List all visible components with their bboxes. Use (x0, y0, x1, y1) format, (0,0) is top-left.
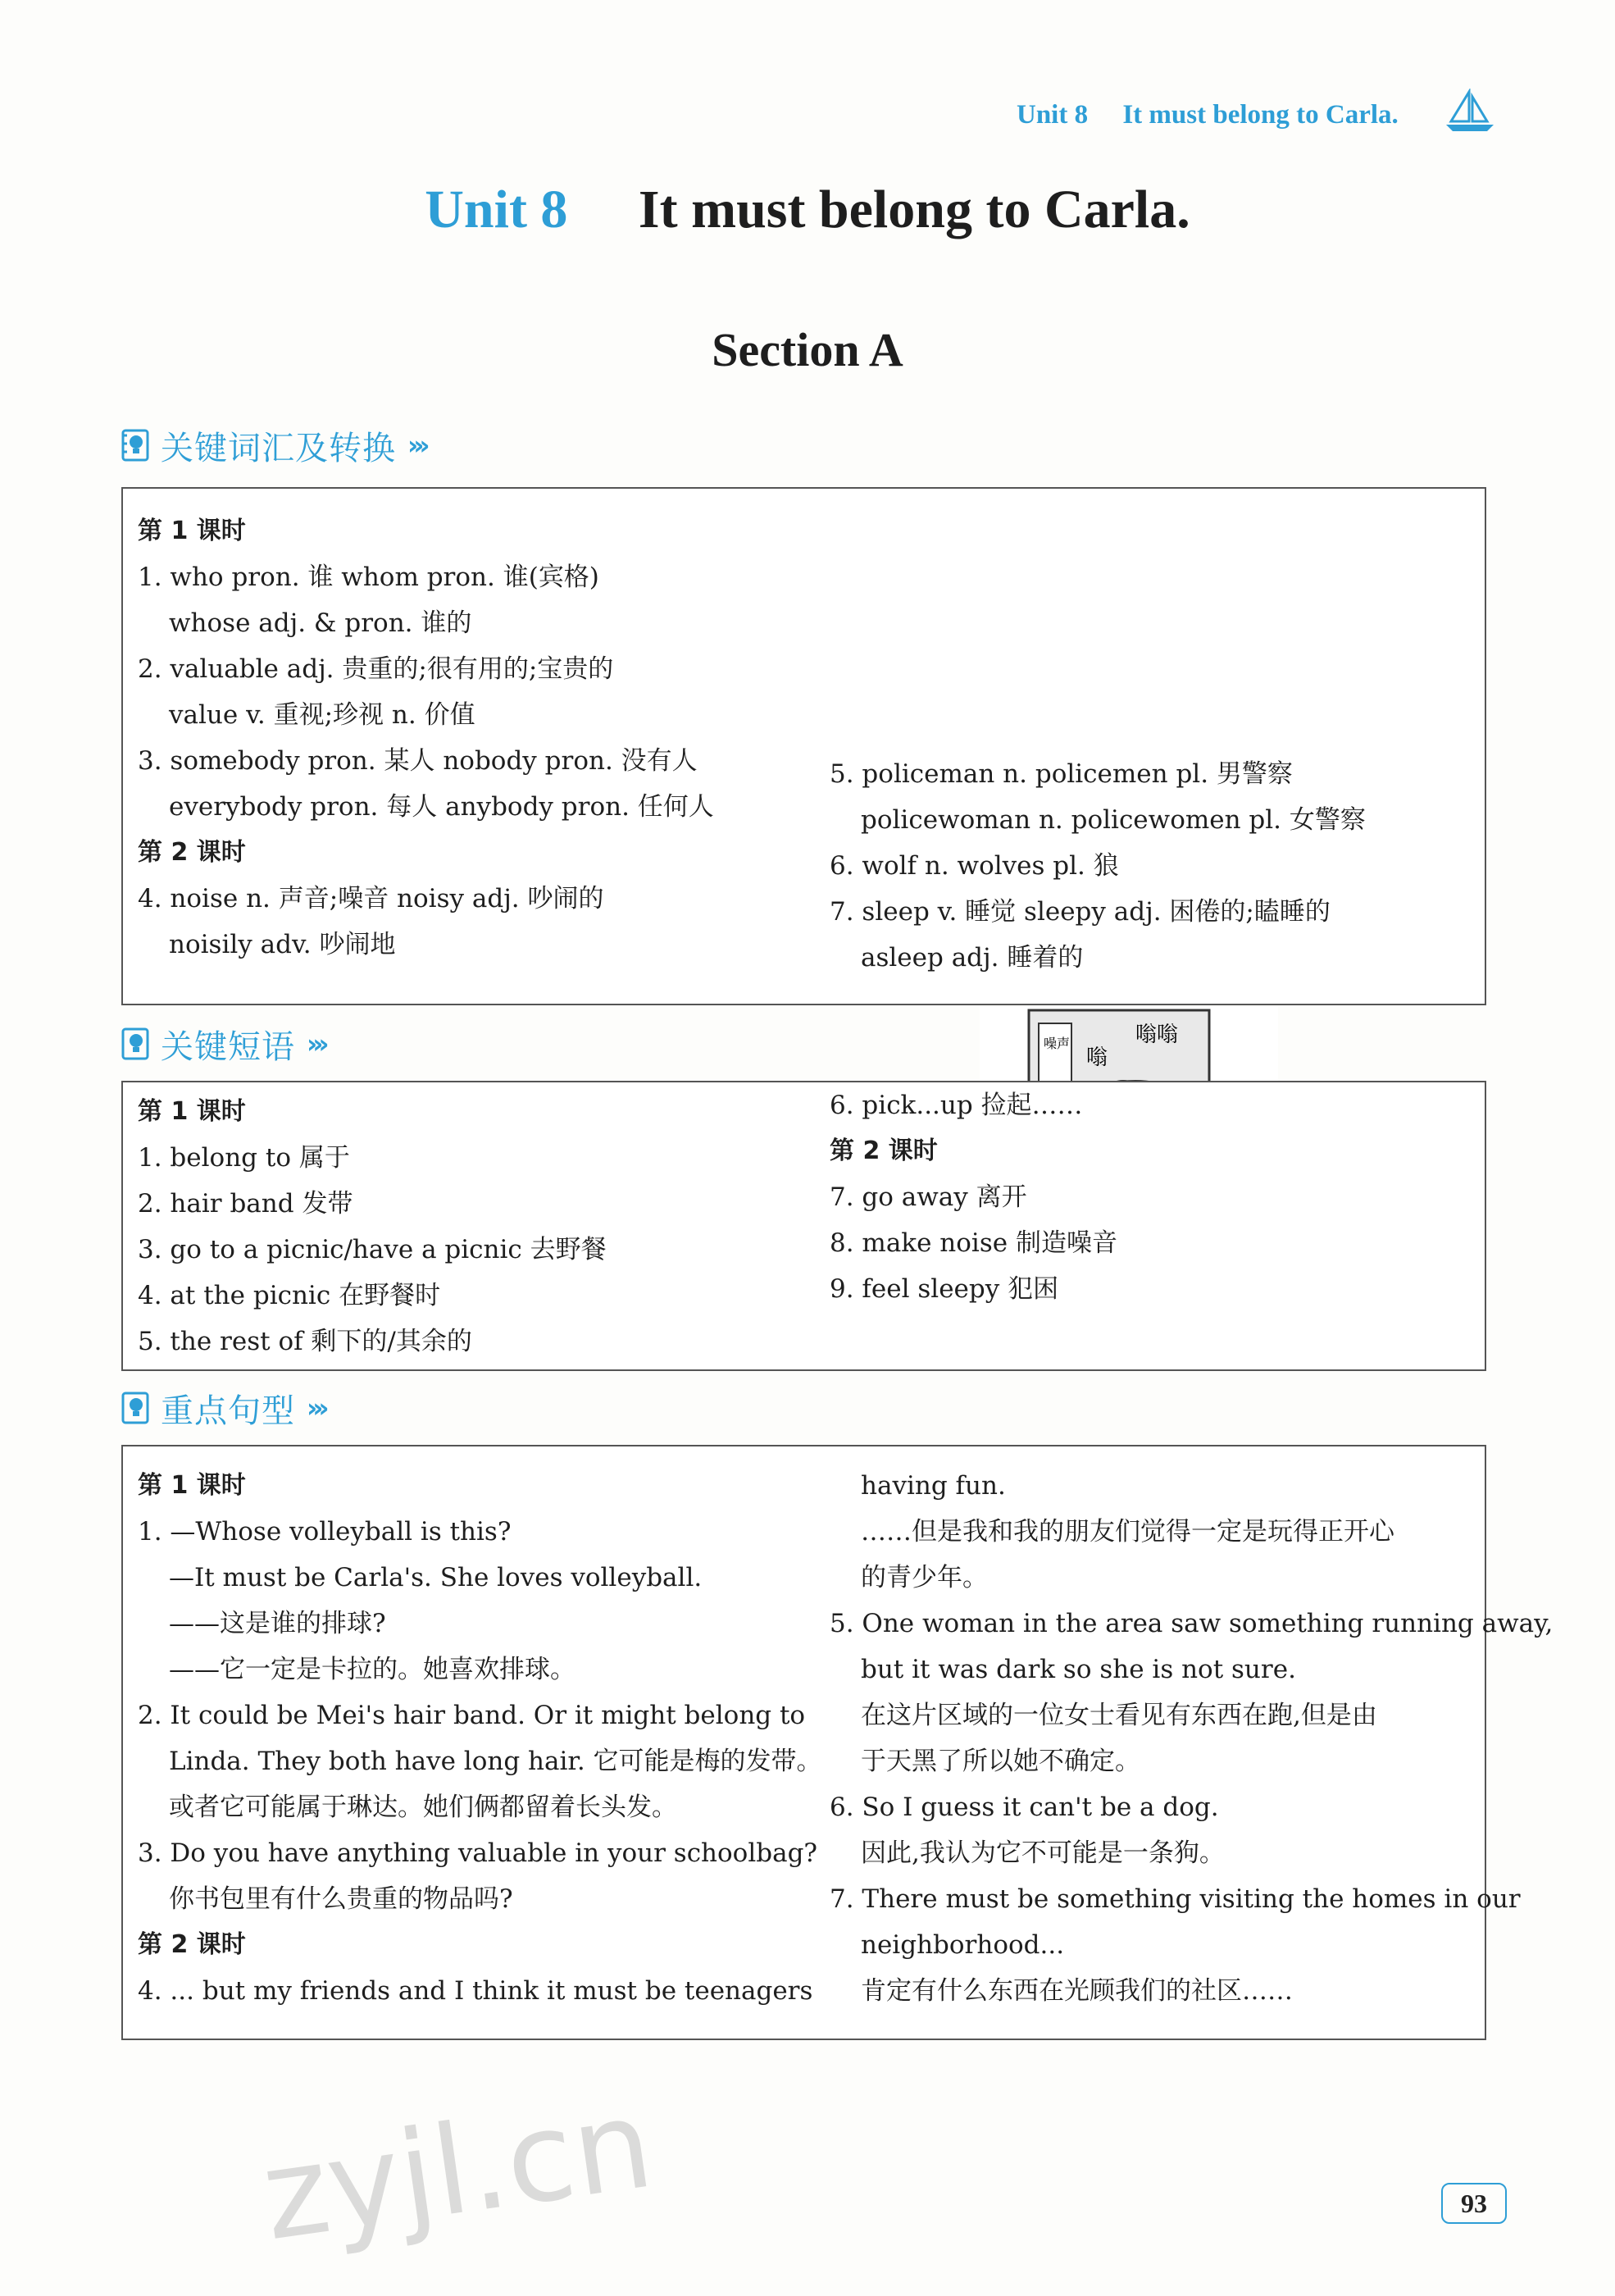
notebook-bulb-icon (121, 1390, 152, 1426)
vocab-heading-label: 关键词汇及转换 (161, 429, 396, 467)
phrases-heading (121, 1023, 325, 1064)
sound-text-1: 嗡嗡 (1135, 1023, 1179, 1047)
sentences-heading (121, 1387, 325, 1428)
phrase-item: 4. at the picnic 在野餐时 (138, 1281, 441, 1310)
vocab-item: noisily adv. 吵闹地 (169, 930, 396, 959)
vocab-item: everybody pron. 每人 anybody pron. 任何人 (169, 792, 714, 822)
chevrons-icon: ››› (307, 1392, 325, 1424)
notebook-bulb-icon (121, 1026, 152, 1062)
vocab-item: 6. wolf n. wolves pl. 狼 (830, 851, 1119, 881)
watermark: zyjl.cn (254, 2072, 661, 2269)
phrases-heading-label: 关键短语 (161, 1027, 295, 1066)
phrases-right-column (830, 1082, 1117, 1312)
phrase-item: 3. go to a picnic/have a picnic 去野餐 (138, 1235, 607, 1264)
sentence-line: ——它一定是卡拉的。她喜欢排球。 (169, 1655, 575, 1684)
sentence-line: 1. —Whose volleyball is this? (138, 1517, 512, 1547)
sentence-line: 6. So I guess it can't be a dog. (830, 1793, 1219, 1822)
section-title: Section A (712, 323, 903, 376)
vocab-item: 1. who pron. 谁 whom pron. 谁(宾格) (138, 563, 599, 592)
sentence-line: 的青少年。 (861, 1563, 988, 1592)
vocab-item: 5. policeman n. policemen pl. 男警察 (830, 759, 1293, 789)
phrase-item: 8. make noise 制造噪音 (830, 1228, 1117, 1258)
vocab-right-column (830, 751, 1366, 981)
phrase-item: 7. go away 离开 (830, 1182, 1027, 1212)
vocab-item: 4. noise n. 声音;噪音 noisy adj. 吵闹的 (138, 884, 604, 913)
sailboat-icon (1444, 89, 1495, 134)
phrase-item: 5. the rest of 剩下的/其余的 (138, 1327, 472, 1356)
sentence-line: Linda. They both have long hair. 它可能是梅的发带。 (169, 1747, 822, 1776)
running-header (1017, 100, 1399, 130)
phrases-left-column (138, 1089, 607, 1364)
sentence-line: 3. Do you have anything valuable in your schoolbag? (138, 1838, 818, 1868)
vocab-heading (121, 425, 425, 466)
lesson-label: 第 1 课时 (138, 1097, 246, 1126)
sentence-line: 或者它可能属于琳达。她们俩都留着长头发。 (169, 1793, 677, 1822)
vocab-item: 3. somebody pron. 某人 nobody pron. 没有人 (138, 746, 698, 776)
vocab-left-column (138, 508, 714, 968)
lesson-label: 第 2 课时 (830, 1137, 938, 1165)
sentences-box (121, 1445, 1554, 2040)
sentence-line: 你书包里有什么贵重的物品吗? (169, 1884, 513, 1914)
sound-text-2: 嗡 (1086, 1046, 1108, 1070)
sentences-heading-label: 重点句型 (161, 1392, 295, 1430)
page-title (0, 179, 1615, 241)
phrase-item: 6. pick...up 捡起…… (830, 1091, 1083, 1120)
sentence-line: ——这是谁的排球? (169, 1609, 386, 1638)
vocab-item: value v. 重视;珍视 n. 价值 (169, 700, 475, 730)
vocab-item: whose adj. & pron. 谁的 (169, 608, 472, 638)
phrase-item: 2. hair band 发带 (138, 1189, 353, 1219)
sentences-left-column (138, 1463, 822, 2014)
sentence-line: ……但是我和我的朋友们觉得一定是玩得正开心 (861, 1517, 1394, 1547)
sentence-line: having fun. (861, 1471, 1006, 1501)
sentence-line: 于天黑了所以她不确定。 (861, 1747, 1140, 1776)
chevrons-icon: ››› (407, 430, 425, 461)
phrase-item: 1. belong to 属于 (138, 1143, 350, 1173)
sentence-line: 5. One woman in the area saw something running away, (830, 1609, 1554, 1638)
title-text: It must belong to Carla. (638, 180, 1190, 239)
sentence-line: 7. There must be something visiting the homes in our (830, 1884, 1521, 1914)
vocab-item: asleep adj. 睡着的 (861, 943, 1084, 973)
sentence-line: but it was dark so she is not sure. (861, 1655, 1296, 1684)
vocab-item: policewoman n. policewomen pl. 女警察 (861, 805, 1366, 835)
sentence-line: —It must be Carla's. She loves volleyball. (169, 1563, 703, 1592)
chevrons-icon: ››› (307, 1028, 325, 1059)
sentence-line: 肯定有什么东西在光顾我们的社区…… (861, 1976, 1293, 2006)
notebook-bulb-icon (121, 427, 152, 463)
running-header-unit: Unit 8 (1017, 100, 1089, 130)
sentence-line: 在这片区域的一位女士看见有东西在跑,但是由 (861, 1701, 1377, 1730)
sentence-line: 2. It could be Mei's hair band. Or it might belong to (138, 1701, 806, 1730)
sentences-right-column (830, 1463, 1553, 2014)
vocab-item: 7. sleep v. 睡觉 sleepy adj. 困倦的;瞌睡的 (830, 897, 1331, 927)
sentence-line: 因此,我认为它不可能是一条狗。 (861, 1838, 1225, 1868)
sentence-line: neighborhood... (861, 1930, 1065, 1960)
vocab-item: 2. valuable adj. 贵重的;很有用的;宝贵的 (138, 654, 614, 684)
lesson-label: 第 2 课时 (138, 1930, 246, 1959)
title-unit: Unit 8 (425, 180, 568, 239)
lesson-label: 第 1 课时 (138, 1471, 246, 1500)
lesson-label: 第 2 课时 (138, 838, 246, 867)
running-header-title: It must belong to Carla. (1122, 100, 1399, 130)
page-number: 93 (1441, 2183, 1507, 2224)
lesson-label: 第 1 课时 (138, 517, 246, 545)
sentence-line: 4. ... but my friends and I think it must be teenagers (138, 1976, 813, 2006)
phrases-box (121, 1081, 1486, 1371)
phrase-item: 9. feel sleepy 犯困 (830, 1274, 1059, 1304)
sign-text: 噪声 (1044, 1036, 1071, 1051)
